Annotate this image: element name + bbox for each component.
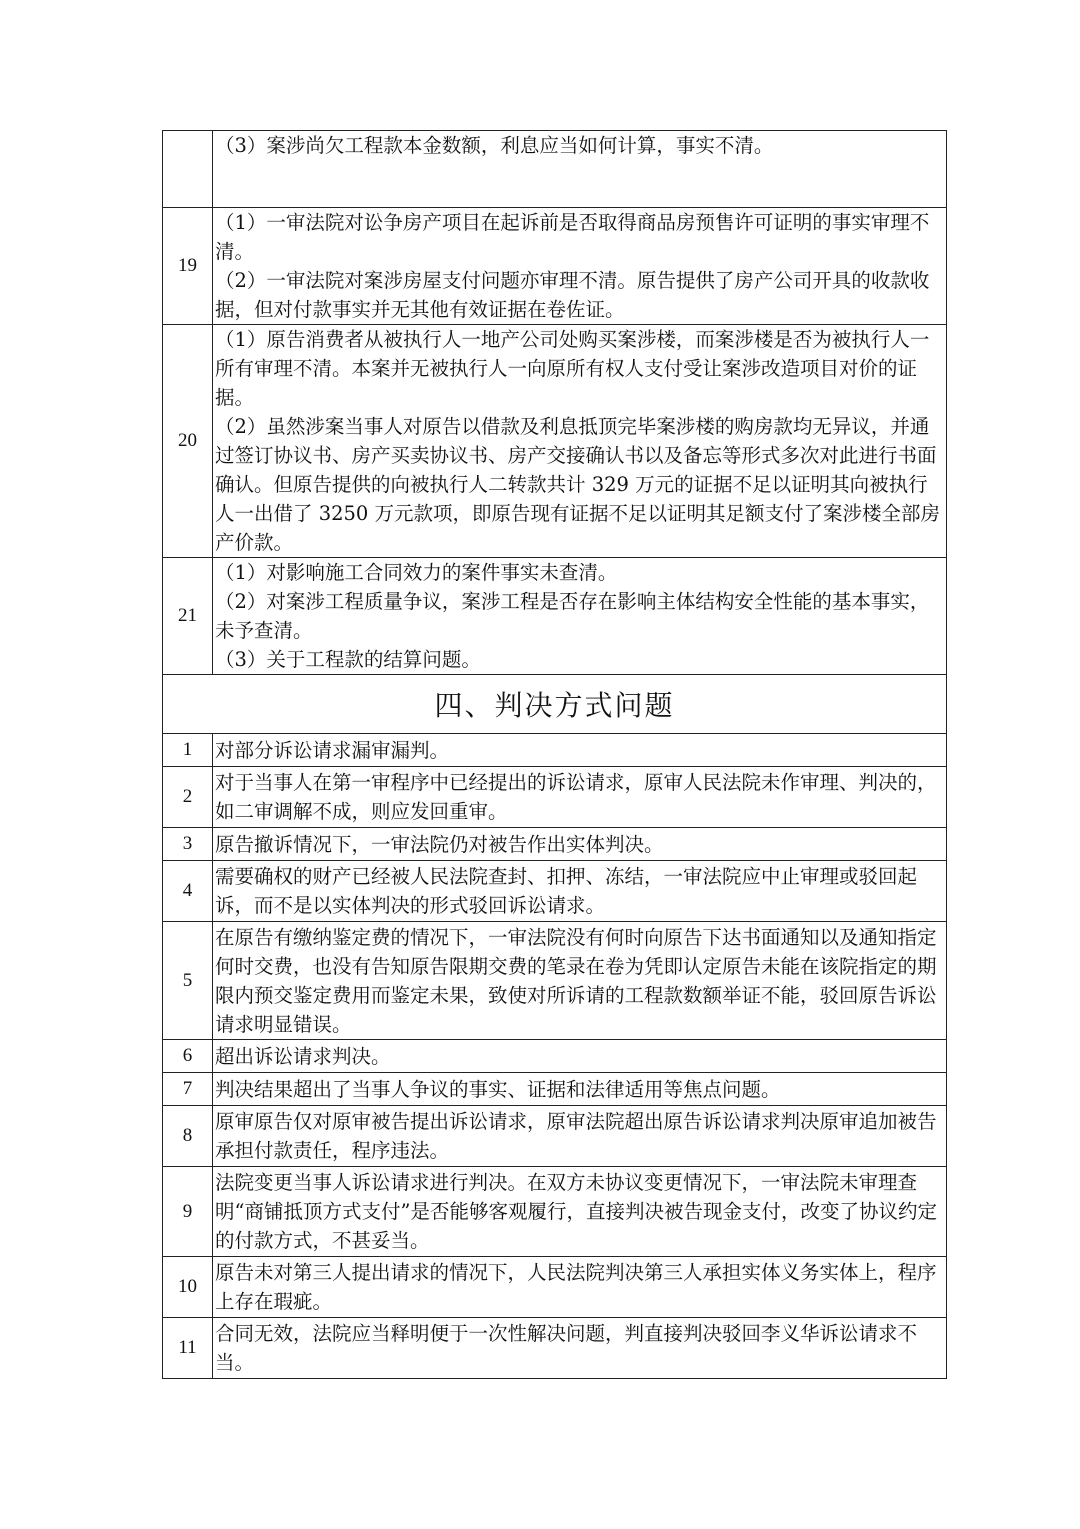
row-number: 10 bbox=[163, 1257, 213, 1318]
table-row bbox=[163, 1106, 947, 1167]
row-text: （3）关于工程款的结算问题。 bbox=[215, 648, 481, 671]
row-content: 需要确权的财产已经被人民法院查封、扣押、冻结，一审法院应中止审理或驳回起诉，而不是以实体判决的形式驳回诉讼请求。 bbox=[213, 861, 947, 922]
row-text: （1）原告消费者从被执行人一地产公司处购买案涉楼，而案涉楼是否为被执行人一所有审理不清。本案并无被执行人一向原所有权人支付受让案涉改造项目对价的证据。 bbox=[215, 328, 930, 409]
row-number bbox=[163, 131, 213, 208]
row-number: 9 bbox=[163, 1167, 213, 1257]
row-number: 11 bbox=[163, 1318, 213, 1379]
row-number: 4 bbox=[163, 861, 213, 922]
table-row bbox=[163, 1040, 947, 1073]
row-content bbox=[213, 131, 947, 208]
document-table bbox=[162, 130, 947, 1379]
table-row bbox=[163, 861, 947, 922]
table-row bbox=[163, 1167, 947, 1257]
table-row bbox=[163, 922, 947, 1040]
row-text: （1）一审法院对讼争房产项目在起诉前是否取得商品房预售许可证明的事实审理不清。 bbox=[215, 211, 930, 263]
table-row bbox=[163, 325, 947, 558]
table-row bbox=[163, 131, 947, 208]
row-content: 法院变更当事人诉讼请求进行判决。在双方未协议变更情况下，一审法院未审理查明“商铺抵顶方式支付”是否能够客观履行，直接判决被告现金支付，改变了协议约定的付款方式，不甚妥当。 bbox=[213, 1167, 947, 1257]
row-text: （3）案涉尚欠工程款本金数额，利息应当如何计算，事实不清。 bbox=[215, 134, 774, 157]
row-number: 8 bbox=[163, 1106, 213, 1167]
table-row bbox=[163, 828, 947, 861]
row-number: 3 bbox=[163, 828, 213, 861]
row-number: 7 bbox=[163, 1073, 213, 1106]
row-number: 2 bbox=[163, 767, 213, 828]
row-number: 6 bbox=[163, 1040, 213, 1073]
row-number: 5 bbox=[163, 922, 213, 1040]
row-content bbox=[213, 325, 947, 558]
row-content: 超出诉讼请求判决。 bbox=[213, 1040, 947, 1073]
row-content bbox=[213, 558, 947, 675]
row-content: 对于当事人在第一审程序中已经提出的诉讼请求，原审人民法院未作审理、判决的，如二审调解不成，则应发回重审。 bbox=[213, 767, 947, 828]
table-row bbox=[163, 1073, 947, 1106]
table-row bbox=[163, 767, 947, 828]
row-content: 合同无效，法院应当释明便于一次性解决问题，判直接判决驳回李义华诉讼请求不当。 bbox=[213, 1318, 947, 1379]
section-heading-row bbox=[163, 675, 947, 734]
table-row bbox=[163, 558, 947, 675]
section-title: 四、判决方式问题 bbox=[163, 675, 947, 734]
row-text: （2）对案涉工程质量争议，案涉工程是否存在影响主体结构安全性能的基本事实，未予查清。 bbox=[215, 590, 930, 642]
table-row bbox=[163, 208, 947, 325]
row-content: 原审原告仅对原审被告提出诉讼请求，原审法院超出原告诉讼请求判决原审追加被告承担付款责任，程序违法。 bbox=[213, 1106, 947, 1167]
table-row bbox=[163, 1318, 947, 1379]
row-content: 原告未对第三人提出请求的情况下，人民法院判决第三人承担实体义务实体上，程序上存在瑕疵。 bbox=[213, 1257, 947, 1318]
row-number: 1 bbox=[163, 734, 213, 767]
row-number: 21 bbox=[163, 558, 213, 675]
table-row bbox=[163, 734, 947, 767]
table-row bbox=[163, 1257, 947, 1318]
row-content: 在原告有缴纳鉴定费的情况下，一审法院没有何时向原告下达书面通知以及通知指定何时交费，也没有告知原告限期交费的笔录在卷为凭即认定原告未能在该院指定的期限内预交鉴定费用而鉴定未果，致使对所诉请的工程款数额举证不能，驳回原告诉讼请求明显错误。 bbox=[213, 922, 947, 1040]
row-content: 判决结果超出了当事人争议的事实、证据和法律适用等焦点问题。 bbox=[213, 1073, 947, 1106]
row-text: （2）一审法院对案涉房屋支付问题亦审理不清。原告提供了房产公司开具的收款收据，但对付款事实并无其他有效证据在卷佐证。 bbox=[215, 269, 930, 321]
row-content: 对部分诉讼请求漏审漏判。 bbox=[213, 734, 947, 767]
row-content bbox=[213, 208, 947, 325]
row-content: 原告撤诉情况下，一审法院仍对被告作出实体判决。 bbox=[213, 828, 947, 861]
row-text: （1）对影响施工合同效力的案件事实未查清。 bbox=[215, 561, 618, 584]
row-text: （2）虽然涉案当事人对原告以借款及利息抵顶完毕案涉楼的购房款均无异议，并通过签订协议书、房产买卖协议书、房产交接确认书以及备忘等形式多次对此进行书面确认。但原告提供的向被执行人二转款共计 329 万元的证据不足以证明其向被执行人一出借了 3250 万元款项，即原告现有证据不足以证明其足额支付了案涉楼全部房产价款。 bbox=[215, 415, 941, 554]
row-number: 20 bbox=[163, 325, 213, 558]
row-number: 19 bbox=[163, 208, 213, 325]
